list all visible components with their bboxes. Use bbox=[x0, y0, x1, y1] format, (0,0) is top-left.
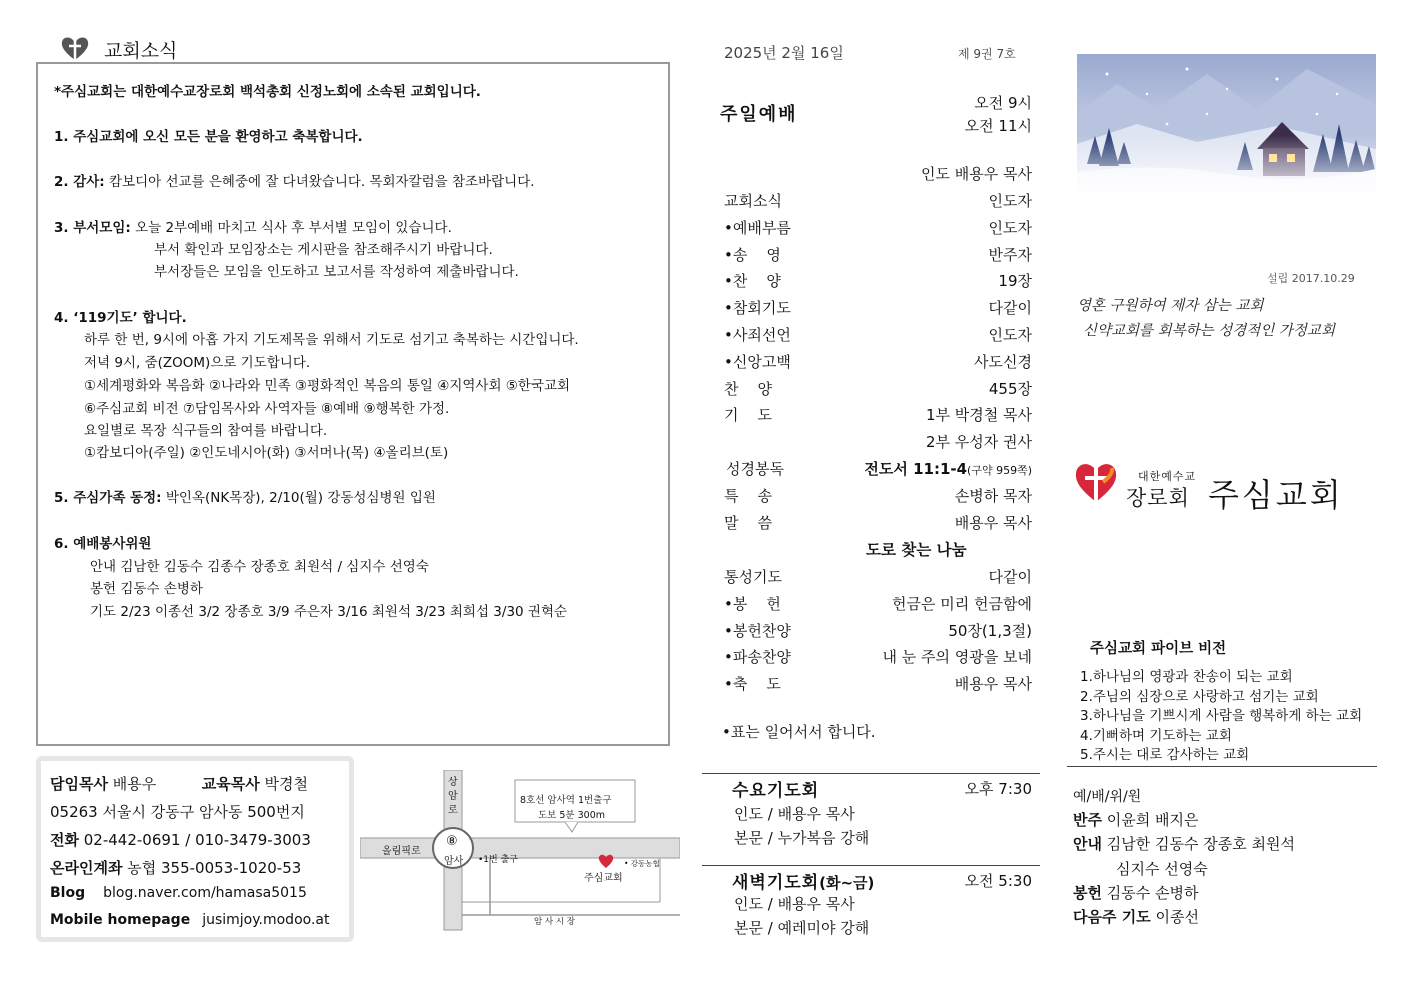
heart-logo-icon bbox=[60, 34, 90, 62]
offering-line: 봉헌 김동수 손병하 bbox=[1073, 884, 1199, 902]
order-value: 인도자 bbox=[988, 218, 1032, 237]
order-value: 반주자 bbox=[988, 245, 1032, 264]
order-label: 기 도 bbox=[724, 406, 773, 425]
news-line: ⑥주심교회 비전 ⑦담임목사와 사역자들 ⑧예배 ⑨행복한 가정. bbox=[84, 401, 450, 417]
map-market: 암 사 시 장 bbox=[534, 917, 575, 927]
news-line: ①캄보디아(주일) ②인도네시아(화) ③서머나(목) ④올리브(토) bbox=[84, 445, 449, 461]
order-label: 통성기도 bbox=[724, 568, 782, 586]
logo-text-mid: 장로회 bbox=[1126, 486, 1190, 510]
news-line: *주심교회는 대한예수교장로회 백석총회 신정노회에 소속된 교회입니다. bbox=[54, 84, 481, 100]
worship-title: 주일예배 bbox=[720, 104, 798, 125]
motto-line-1: 영혼 구원하여 제자 삼는 교회 bbox=[1077, 298, 1264, 314]
vision-title: 주심교회 파이브 비전 bbox=[1090, 641, 1227, 657]
order-value: 1부 박경철 목사 bbox=[925, 406, 1032, 425]
sermon-title: 도로 찾는 나눔 bbox=[866, 541, 967, 559]
wed-title: 수요기도회 bbox=[732, 781, 820, 801]
dawn-time: 오전 5:30 bbox=[964, 872, 1032, 890]
order-label: •송 영 bbox=[724, 245, 781, 264]
vision-separator bbox=[1067, 766, 1377, 767]
order-label: 말 씀 bbox=[724, 513, 773, 532]
bulletin-date: 2025년 2월 16일 bbox=[724, 44, 844, 62]
founded-date: 설립 2017.10.29 bbox=[1267, 272, 1355, 285]
map-exit: •1번 출구 bbox=[478, 855, 518, 865]
news-line: 1. 주심교회에 오신 모든 분을 환영하고 축복합니다. bbox=[54, 129, 363, 145]
worship-leader: 인도 배용우 목사 bbox=[921, 165, 1032, 183]
order-label: •참회기도 bbox=[724, 299, 791, 318]
dawn-title: 새벽기도회(화~금) bbox=[732, 873, 875, 893]
wed-separator bbox=[702, 773, 1040, 774]
church-logo-icon bbox=[1073, 458, 1119, 504]
account-line: 온라인계좌 농협 355-0053-1020-53 bbox=[50, 859, 302, 877]
order-value: 내 눈 주의 영광을 보네 bbox=[882, 648, 1032, 667]
news-line: 부서 확인과 모임장소는 게시판을 참조해주시기 바랍니다. bbox=[154, 242, 493, 258]
order-value: 19장 bbox=[998, 272, 1032, 291]
dawn-separator bbox=[702, 865, 1040, 866]
vision-item: 4.기뻐하며 기도하는 교회 bbox=[1080, 727, 1232, 744]
order-value: 인도자 bbox=[988, 192, 1032, 210]
vision-item: 2.주님의 심장으로 사랑하고 섬기는 교회 bbox=[1080, 688, 1319, 705]
mobile-line: Mobile homepage jusimjoy.modoo.at bbox=[50, 912, 330, 928]
news-line: 3. 부서모임: 오늘 2부예배 마치고 식사 후 부서별 모임이 있습니다. bbox=[54, 220, 452, 236]
order-label: •찬 양 bbox=[724, 272, 781, 291]
order-value: 다같이 bbox=[988, 568, 1032, 586]
wed-time: 오후 7:30 bbox=[964, 780, 1032, 798]
motto-line-2: 신약교회를 회복하는 성경적인 가정교회 bbox=[1083, 323, 1335, 339]
blog-link[interactable]: blog.naver.com/hamasa5015 bbox=[103, 885, 307, 901]
location-map bbox=[360, 770, 680, 935]
news-line: 하루 한 번, 9시에 아홉 가지 기도제목을 위해서 기도로 섬기고 축복하는 시간입니다. bbox=[84, 332, 579, 348]
map-nonghyup: • 강동농협 bbox=[624, 859, 660, 868]
scripture-line: 전도서 11:1-4(구약 959쪽) bbox=[864, 460, 1032, 478]
news-line: 5. 주심가족 동정: 박인옥(NK목장), 2/10(월) 강동성심병원 입원 bbox=[54, 490, 436, 506]
usher-line: 안내 김남한 김동수 장종호 최원석 bbox=[1073, 835, 1295, 853]
standing-note: •표는 일어서서 합니다. bbox=[722, 723, 876, 741]
order-value: 455장 bbox=[988, 379, 1032, 398]
order-label: •파송찬양 bbox=[724, 648, 791, 667]
vision-item: 5.주시는 대로 감사하는 교회 bbox=[1080, 747, 1250, 763]
accompany-line: 반주 이윤희 배지은 bbox=[1073, 811, 1199, 829]
order-value: 다같이 bbox=[988, 299, 1032, 318]
order-label: 교회소식 bbox=[724, 192, 782, 210]
news-line: 6. 예배봉사위원 bbox=[54, 536, 152, 552]
map-road-h: 올림픽로 bbox=[382, 846, 421, 857]
address: 05263 서울시 강동구 암사동 500번지 bbox=[50, 803, 305, 821]
order-value: 50장(1,3절) bbox=[948, 621, 1032, 640]
map-callout-line1: 8호선 암사역 1번출구 bbox=[520, 795, 612, 806]
order-value: 손병하 목자 bbox=[954, 487, 1032, 505]
dawn-leader: 인도 / 배용우 목사 bbox=[734, 895, 855, 913]
news-title: 교회소식 bbox=[104, 40, 178, 62]
map-church: 주심교회 bbox=[584, 873, 623, 884]
committee-title: 예/배/위/원 bbox=[1073, 789, 1142, 805]
worship-time-1: 오전 9시 bbox=[974, 94, 1032, 112]
news-line: 봉헌 김동수 손병하 bbox=[90, 581, 203, 597]
map-station-no: ⑧ bbox=[446, 834, 458, 849]
order-value: 배용우 목사 bbox=[954, 675, 1032, 694]
wed-text: 본문 / 누가복음 강해 bbox=[734, 829, 870, 847]
order-label: 찬 양 bbox=[724, 379, 773, 398]
news-line: 저녁 9시, 줌(ZOOM)으로 기도합니다. bbox=[84, 355, 311, 371]
order-label: •축 도 bbox=[724, 675, 781, 694]
order-value: 인도자 bbox=[988, 326, 1032, 344]
dawn-text: 본문 / 예레미야 강해 bbox=[734, 919, 870, 937]
next-prayer-line: 다음주 기도 이종선 bbox=[1073, 908, 1199, 926]
news-line: 안내 김남한 김동수 김종수 장종호 최원석 / 심지수 선영숙 bbox=[90, 559, 429, 575]
news-line: 기도 2/23 이종선 3/2 장종호 3/9 주은자 3/16 최원석 3/23 최희섭 3/30 권혁순 bbox=[90, 604, 568, 620]
worship-time-2: 오전 11시 bbox=[964, 117, 1032, 135]
news-line: 4. ‘119기도’ 합니다. bbox=[54, 310, 187, 326]
logo-text-small: 대한예수교 bbox=[1138, 470, 1197, 483]
news-box bbox=[36, 62, 670, 746]
news-line: 부서장들은 모임을 인도하고 보고서를 작성하여 제출바랍니다. bbox=[154, 264, 519, 280]
pastor-line: 담임목사 배용우 교육목사 박경철 bbox=[50, 775, 309, 793]
order-label: •봉 헌 bbox=[724, 594, 781, 613]
order-value: 헌금은 미리 헌금함에 bbox=[892, 594, 1032, 613]
vision-item: 3.하나님을 기쁘시게 사람을 행복하게 하는 교회 bbox=[1080, 708, 1363, 724]
order-label: 특 송 bbox=[724, 487, 773, 505]
order-value: 사도신경 bbox=[974, 352, 1032, 371]
order-value: 2부 우성자 권사 bbox=[925, 433, 1032, 452]
mobile-link[interactable]: jusimjoy.modoo.at bbox=[202, 912, 330, 928]
order-label: •신앙고백 bbox=[724, 352, 791, 371]
map-callout-line2: 도보 5분 300m bbox=[538, 810, 606, 821]
news-line: 요일별로 목장 식구들의 참여를 바랍니다. bbox=[84, 423, 328, 439]
order-label: •사죄선언 bbox=[724, 326, 791, 344]
order-value: 배용우 목사 bbox=[954, 513, 1032, 532]
news-line: 2. 감사: 캄보디아 선교를 은혜중에 잘 다녀왔습니다. 목회자칼럼을 참조바랍니다. bbox=[54, 174, 535, 190]
map-road-v: 상암로 bbox=[448, 777, 458, 816]
news-line: ①세계평화와 복음화 ②나라와 민족 ③평화적인 복음의 통일 ④지역사회 ⑤한국교회 bbox=[84, 378, 571, 394]
church-info-box bbox=[36, 756, 354, 942]
winter-cabin-image bbox=[1077, 54, 1376, 202]
blog-line: Blog blog.naver.com/hamasa5015 bbox=[50, 885, 307, 901]
wed-leader: 인도 / 배용우 목사 bbox=[734, 805, 855, 823]
logo-text-big: 주심교회 bbox=[1208, 476, 1344, 514]
map-station: 암사 bbox=[444, 856, 464, 867]
phone-line: 전화 02-442-0691 / 010-3479-3003 bbox=[50, 831, 311, 849]
usher-line-2: 심지수 선영숙 bbox=[1116, 860, 1208, 878]
vision-item: 1.하나님의 영광과 찬송이 되는 교회 bbox=[1080, 669, 1293, 685]
bulletin-volume: 제 9권 7호 bbox=[958, 47, 1016, 61]
order-label: •봉헌찬양 bbox=[724, 621, 791, 640]
order-label: •예배부름 bbox=[724, 218, 791, 237]
scripture-label: 성경봉독 bbox=[726, 460, 784, 478]
